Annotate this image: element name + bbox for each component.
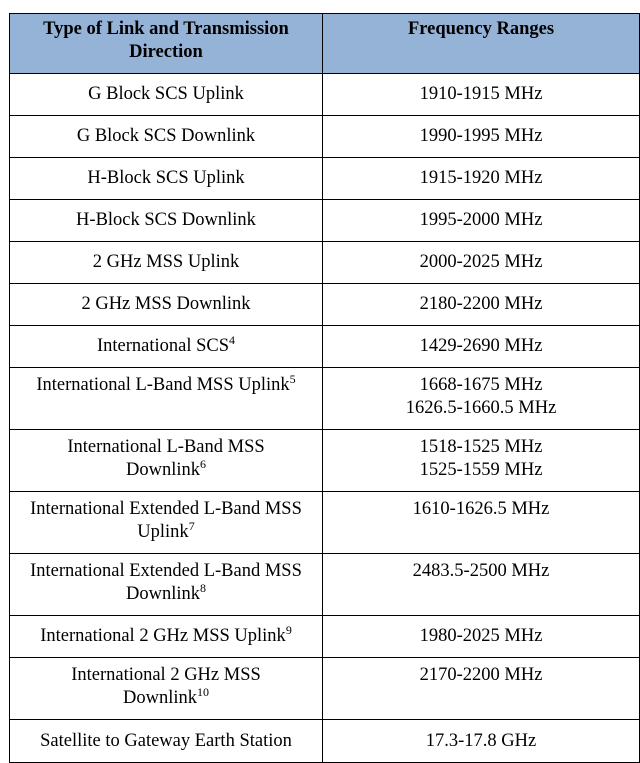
link-type-text: Downlink$^6$ — [126, 457, 206, 480]
frequency-cell — [323, 368, 640, 430]
link-type-cell — [10, 554, 323, 616]
table-row — [10, 554, 640, 616]
footnote-ref: 5 — [289, 372, 296, 386]
frequency-cell — [323, 616, 640, 658]
frequency-value: 2483.5-2500 MHz — [412, 561, 550, 581]
header-frequency-ranges: Frequency Ranges — [323, 14, 640, 74]
frequency-value: 1910-1915 MHz — [419, 84, 543, 104]
link-type-text: H-Block SCS Downlink — [76, 210, 256, 230]
footnote-ref: 9 — [285, 623, 292, 637]
link-type-cell — [10, 116, 323, 158]
link-type-text: International 2 GHz MSS — [71, 665, 261, 685]
link-type-text: 2 GHz MSS Uplink — [92, 252, 240, 272]
link-type-text: G Block SCS Downlink — [76, 126, 256, 146]
table-row — [10, 492, 640, 554]
link-type-cell — [10, 242, 323, 284]
table-header-row — [10, 14, 640, 74]
link-type-text: International Extended L-Band MSS — [30, 561, 302, 581]
frequency-cell — [323, 200, 640, 242]
link-type-text: H-Block SCS Uplink — [87, 168, 245, 188]
footnote-ref: 10 — [197, 685, 209, 699]
table-row — [10, 326, 640, 368]
link-type-text: International SCS$^4$ — [96, 333, 236, 356]
link-type-cell — [10, 158, 323, 200]
link-type-text: Uplink$^7$ — [137, 519, 195, 542]
frequency-cell — [323, 74, 640, 116]
link-type-text: International L-Band MSS — [67, 437, 265, 457]
frequency-cell — [323, 242, 640, 284]
frequency-cell — [323, 116, 640, 158]
footnote-ref: 8 — [200, 581, 206, 595]
link-type-text: G Block SCS Uplink — [88, 84, 244, 104]
frequency-value: 1518-1525 MHz — [419, 437, 543, 457]
link-type-text: International L-Band MSS Uplink$^5$ — [36, 372, 296, 395]
link-type-text: International 2 GHz MSS Uplink$^9$ — [40, 623, 292, 646]
frequency-value: 1429-2690 MHz — [419, 336, 543, 356]
link-type-cell — [10, 720, 323, 763]
frequency-value: 1626.5-1660.5 MHz — [405, 398, 557, 418]
link-type-text: International Extended L-Band MSS — [30, 499, 302, 519]
table-row — [10, 284, 640, 326]
footnote-ref: 4 — [229, 333, 236, 347]
frequency-cell — [323, 430, 640, 492]
link-type-text: Satellite to Gateway Earth Station — [40, 730, 292, 751]
link-type-cell — [10, 616, 323, 658]
frequency-value: 17.3-17.8 GHz — [425, 730, 537, 751]
table-row — [10, 658, 640, 720]
footnote-ref: 7 — [188, 519, 195, 533]
frequency-value: 2000-2025 MHz — [419, 252, 543, 272]
table-row — [10, 74, 640, 116]
table-row — [10, 368, 640, 430]
link-type-cell — [10, 492, 323, 554]
frequency-value: 2170-2200 MHz — [419, 665, 543, 685]
frequency-table — [9, 13, 640, 763]
frequency-value: 1980-2025 MHz — [419, 626, 543, 646]
link-type-cell — [10, 200, 323, 242]
frequency-cell — [323, 326, 640, 368]
frequency-value: 1990-1995 MHz — [419, 126, 543, 146]
footnote-ref: 6 — [200, 457, 206, 471]
link-type-cell — [10, 326, 323, 368]
table-row — [10, 616, 640, 658]
frequency-value: 1668-1675 MHz — [419, 375, 543, 395]
link-type-cell — [10, 658, 323, 720]
link-type-text: Downlink$^{10}$ — [123, 685, 209, 708]
link-type-cell — [10, 74, 323, 116]
frequency-cell — [323, 492, 640, 554]
frequency-value: 1995-2000 MHz — [419, 210, 543, 230]
table-row — [10, 430, 640, 492]
link-type-text: Downlink$^8$ — [126, 581, 206, 604]
table-row — [10, 242, 640, 284]
table-row — [10, 158, 640, 200]
frequency-cell — [323, 158, 640, 200]
link-type-cell — [10, 284, 323, 326]
frequency-cell — [323, 284, 640, 326]
frequency-cell — [323, 720, 640, 763]
table-row — [10, 200, 640, 242]
table-row — [10, 720, 640, 763]
link-type-cell — [10, 368, 323, 430]
link-type-cell — [10, 430, 323, 492]
frequency-value: 1610-1626.5 MHz — [412, 499, 550, 519]
table-row — [10, 116, 640, 158]
frequency-cell — [323, 554, 640, 616]
link-type-text: 2 GHz MSS Downlink — [81, 294, 251, 314]
frequency-cell — [323, 658, 640, 720]
frequency-value: 2180-2200 MHz — [419, 294, 543, 314]
frequency-value: 1915-1920 MHz — [419, 168, 543, 188]
frequency-value: 1525-1559 MHz — [419, 460, 543, 480]
header-link-type: Type of Link and Transmission Direction — [10, 14, 323, 74]
